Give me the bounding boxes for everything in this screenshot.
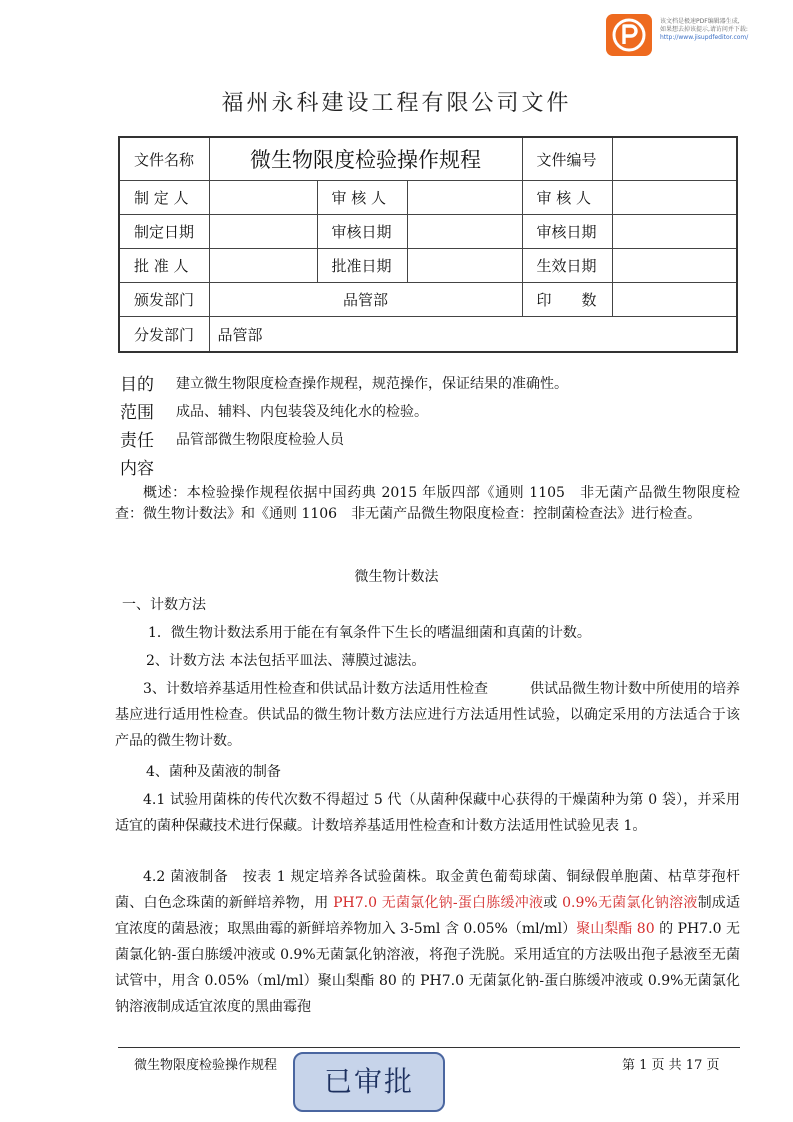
draft-date-value — [209, 215, 317, 249]
pdf-editor-logo — [606, 14, 652, 56]
paragraph-5: 4.1 试验用菌株的传代次数不得超过 5 代（从菌种保藏中心获得的干燥菌种为第 0 袋），并采用适宜的菌种保藏技术进行保藏。计数培养基适用性检查和计数方法适用性试验见表 1。 — [115, 792, 740, 834]
effective-date-label: 生效日期 — [522, 249, 612, 283]
overview-paragraph: 概述：本检验操作规程依据中国药典 2015 年版四部《通则 1105 非无菌产品微生物限度检查：微生物计数法》和《通则 1106 非无菌产品微生物限度检查：控制菌检查法》进行检查。 — [115, 485, 740, 522]
heading-counting-method: 一、计数方法 — [122, 597, 206, 613]
paragraph-1: 1．微生物计数法系用于能在有氧条件下生长的嗜温细菌和真菌的计数。 — [148, 625, 591, 641]
dist-dept-label: 分发部门 — [119, 317, 209, 353]
file-name-label: 文件名称 — [119, 137, 209, 181]
paragraph-2: 2、计数方法 本法包括平皿法、薄膜过滤法。 — [146, 653, 426, 669]
responsibility-label: 责任 — [120, 431, 154, 451]
approved-stamp: 已审批 — [293, 1052, 445, 1112]
approver-value — [209, 249, 317, 283]
copies-value — [612, 283, 737, 317]
purpose-text: 建立微生物限度检查操作规程，规范操作，保证结果的准确性。 — [176, 376, 568, 392]
review-date1-label: 审核日期 — [317, 215, 407, 249]
paragraph-6-part-b: 或 — [543, 895, 563, 911]
reviewer2-label: 审 核 人 — [522, 181, 612, 215]
watermark-note — [660, 18, 780, 42]
company-header: 福州永科建设工程有限公司文件 — [221, 91, 572, 116]
issue-dept-label: 颁发部门 — [119, 283, 209, 317]
paragraph-6 — [115, 864, 740, 1020]
watermark-line2: 如果想去掉该提示,请访问并下载: — [660, 26, 748, 33]
approve-date-label: 批准日期 — [317, 249, 407, 283]
file-name-value: 微生物限度检验操作规程 — [209, 137, 522, 181]
reviewer2-value — [612, 181, 737, 215]
table-row — [119, 137, 737, 181]
pdf-p-icon — [606, 14, 652, 56]
paragraph-3: 3、计数培养基适用性检查和供试品计数方法适用性检查 供试品微生物计数中所使用的培养基应进行适用性检查。供试品的微生物计数方法应进行方法适用性试验，以确定采用的方法适合于该产品的微生物计数。 — [115, 681, 740, 749]
section-title: 微生物计数法 — [354, 569, 439, 585]
drafter-label: 制 定 人 — [119, 181, 209, 215]
review-date2-value — [612, 215, 737, 249]
footer-divider — [118, 1047, 740, 1048]
file-no-label: 文件编号 — [522, 137, 612, 181]
paragraph-4: 4、菌种及菌液的制备 — [146, 764, 281, 780]
review-date2-label: 审核日期 — [522, 215, 612, 249]
table-row — [119, 249, 737, 283]
copies-label: 印 数 — [522, 283, 612, 317]
highlight-buffer: PH7.0 无菌氯化钠-蛋白胨缓冲液 — [333, 895, 544, 911]
table-row — [119, 181, 737, 215]
draft-date-label: 制定日期 — [119, 215, 209, 249]
watermark-line1: 该文档是极速PDF编辑器生成, — [660, 18, 740, 25]
paragraph-6-part-a: 4.2 菌液制备 按表 1 规定培养各试验菌株。取金黄色葡萄球菌、铜绿假单胞菌、枯草芽孢杆菌、白色念珠菌的新鲜培养物，用 — [115, 869, 740, 911]
document-info-table — [118, 136, 738, 353]
reviewer1-value — [407, 181, 522, 215]
footer-doc-title: 微生物限度检验操作规程 — [134, 1058, 278, 1073]
scope-text: 成品、辅料、内包装袋及纯化水的检验。 — [176, 404, 428, 420]
paragraph-6-part-c: 制成适宜浓度的菌悬液；取黑曲霉的新鲜培养物加入 3-5ml 含 0.05%（ml/ml） — [115, 895, 741, 937]
paragraph-6-part-d: 的 PH7.0 无菌氯化钠-蛋白胨缓冲液或 0.9%无菌氯化钠溶液，将孢子洗脱。采用适宜的方法吸出孢子悬液至无菌试管中，用含 0.05%（ml/ml）聚山梨酯 80 的 PH7.0 无菌氯化钠-蛋白胨缓冲液或 0.9%无菌氯化钠溶液制成适宜浓度的黑曲霉孢 — [115, 921, 740, 1015]
issue-dept-value: 品管部 — [209, 283, 522, 317]
scope-label: 范围 — [120, 403, 154, 423]
watermark-url[interactable]: http://www.jisupdfeditor.com/ — [660, 34, 749, 41]
highlight-saline: 0.9%无菌氯化钠溶液 — [562, 895, 698, 911]
table-row — [119, 283, 737, 317]
reviewer1-label: 审 核 人 — [317, 181, 407, 215]
content-label: 内容 — [120, 459, 154, 479]
review-date1-value — [407, 215, 522, 249]
purpose-label: 目的 — [120, 375, 154, 395]
highlight-polysorbate: 聚山梨酯 80 — [576, 921, 655, 937]
responsibility-text: 品管部微生物限度检验人员 — [176, 432, 344, 448]
drafter-value — [209, 181, 317, 215]
footer-page-info: 第 1 页 共 17 页 — [622, 1058, 720, 1073]
dist-dept-value: 品管部 — [209, 317, 737, 353]
effective-date-value — [612, 249, 737, 283]
approver-label: 批 准 人 — [119, 249, 209, 283]
approve-date-value — [407, 249, 522, 283]
table-row — [119, 317, 737, 353]
table-row — [119, 215, 737, 249]
file-no-value — [612, 137, 737, 181]
